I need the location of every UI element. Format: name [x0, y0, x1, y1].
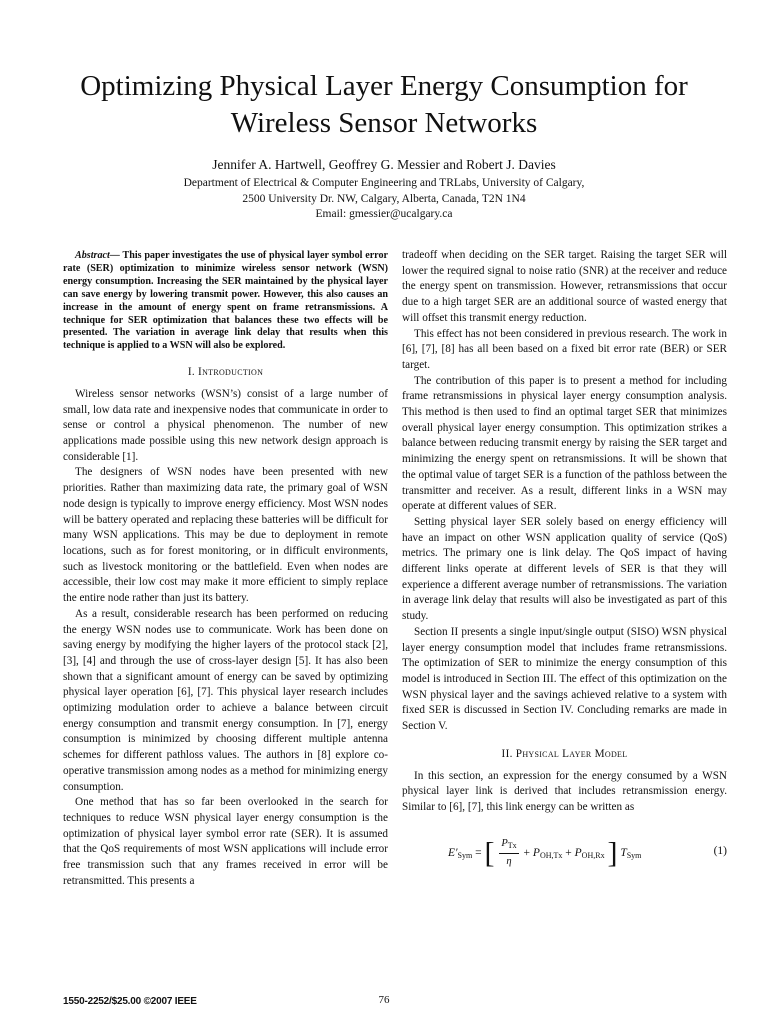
abstract [63, 250, 388, 353]
paragraph: Wireless sensor networks (WSN’s) consist of a large number of small, low data rate and inexpensive nodes that communicate in order to sense or control a physical phenomenon. The number of new applications made possible using this new network design approach is considerable [1]. [63, 387, 388, 463]
eq-left-bracket: [ [484, 835, 495, 869]
equation-body [448, 836, 641, 870]
email-line: Email: gmessier@ucalgary.ca [315, 208, 453, 220]
eq-term2-sub: OH,Tx [539, 850, 563, 860]
eq-frac-num-symbol: P [501, 837, 508, 849]
paragraph: Section II presents a single input/single output (SISO) WSN physical layer energy consumption model that includes frame retransmissions. The optimization of SER to minimize the energy consumption of this model is introduced in Section III. The effect of this optimization on the WSN physical layer and the savings achieved relative to a system with fixed SER is discussed in Section IV. Concluding remarks are made in Section V. [402, 625, 727, 733]
paragraph: The contribution of this paper is to present a method for including frame retransmissions in physical layer energy consumption analysis. This method is then used to find an optimal target SER that minimizes overall physical layer energy consumption. This optimization strikes a balance between reducing transmit energy by raising the SER target and minimizing the energy spent on retransmissions. It will be shown that the optimal value of target SER is a function of the pathloss between the transmitter and receiver. As a result, different links in a WSN may operate at different values of SER. [402, 374, 727, 513]
title-line-1: Optimizing Physical Layer Energy Consumption for [80, 70, 688, 102]
section-heading-introduction: I. Introduction [187, 366, 264, 379]
eq-plus: + [523, 846, 531, 859]
eq-fraction [499, 836, 518, 870]
eq-lhs-sub: Sym [457, 850, 473, 860]
page-number: 76 [378, 994, 390, 1006]
abstract-text: This paper investigates the use of physical layer symbol error rate (SER) optimization to minimize wireless sensor network (WSN) energy consumption. Increasing the SER maintained by the physical layer can save energy by lowering transmit power. However, this also causes an increase in the amount of energy spent on frame retransmissions. A technique for SER optimization that balances these two effects will be presented. The variation in average link delay that results when this technique is applied to a WSN will also be explored. [63, 250, 388, 352]
paragraph: One method that has so far been overlooked in the search for techniques to reduce WSN physical layer energy consumption is the optimization of physical layer symbol error rate (SER). It is assumed that the QoS requirements of most WSN applications will include error free transmission such that any frames received in error will be retransmitted. This presents a [63, 796, 388, 887]
eq-frac-num-sub: Tx [507, 840, 517, 850]
abstract-label: Abstract— [75, 250, 120, 261]
title-line-2: Wireless Sensor Networks [230, 107, 538, 139]
paragraph-continuation: tradeoff when deciding on the SER target. Raising the target SER will lower the required signal to noise ratio (SNR) at the receiver and reduce the energy spent on transmission. However, retransmissions that occur due to a high target SER are an additional source of wasted energy that will offset this transmit energy reduction. [402, 249, 727, 324]
left-column [63, 250, 388, 889]
paragraph: Setting physical layer SER solely based on energy efficiency will have an impact on other WSN application quality of service (QoS) metrics. The primary one is link delay. The QoS impact of having different links operate at different levels of SER is that they will experience a different average number of retransmissions. The variation in average link delay that results will also be investigated as part of this study. [402, 515, 727, 623]
eq-frac-denominator: η [506, 856, 512, 868]
affiliation-line: Department of Electrical & Computer Engineering and TRLabs, University of Calgary, [183, 177, 585, 189]
eq-equals: = [475, 846, 482, 859]
eq-right-bracket: ] [607, 835, 618, 869]
equation-number: (1) [713, 844, 727, 857]
eq-term2: P [532, 846, 540, 859]
eq-term4: T [620, 846, 627, 859]
eq-frac-numerator [499, 836, 518, 855]
equation-1 [402, 826, 727, 874]
eq-lhs: E′ [448, 846, 458, 859]
author-list: Jennifer A. Hartwell, Geoffrey G. Messier and Robert J. Davies [212, 157, 556, 172]
paragraph: As a result, considerable research has been performed on reducing the energy WSN nodes use to communicate. Work has been done on saving energy by modifying the higher layers of the protocol stack [2], [3], [4] and through the use of cross-layer design [5]. It has also been shown that a significant amount of energy can be saved by optimizing physical layer operation [6], [7]. This physical layer research includes optimizing modulation order to achieve a balance between circuit energy consumption and transmit energy consumption. In [7], energy consumption is minimized by choosing different multiple antenna schemes for different pathloss values. The authors in [8] explore co-operative transmission among nodes as a method for minimizing energy consumption. [63, 607, 388, 793]
eq-plus: + [565, 846, 572, 859]
eq-term4-sub: Sym [626, 850, 642, 860]
eq-term3-sub: OH,Rx [581, 850, 605, 860]
paper-title [0, 68, 768, 142]
right-column [402, 248, 727, 874]
eq-term3: P [574, 846, 582, 859]
copyright-notice: 1550-2252/$25.00 ©2007 IEEE [63, 996, 197, 1007]
paragraph: The designers of WSN nodes have been presented with new priorities. Rather than maximizing data rate, the primary goal of WSN node design is typically to improve energy efficiency. Most WSN nodes will be battery operated and replacing these batteries will be difficult for many WSN applications. This may be due to deployment in remote locations, such as for forest monitoring, or in difficult environments, such as livestock monitoring or the battlefield. Even when nodes are accessible, their low cost may make it more efficient to simply replace the entire node rather than just its battery. [63, 466, 388, 605]
paragraph: This effect has not been considered in previous research. The work in [6], [7], [8] has all been based on a fixed bit error rate (BER) or SER target. [402, 327, 727, 371]
section-heading-physical-layer-model: II. Physical Layer Model [501, 747, 628, 760]
address-line: 2500 University Dr. NW, Calgary, Alberta, Canada, T2N 1N4 [242, 192, 526, 205]
affiliation-block [0, 176, 768, 223]
paragraph: In this section, an expression for the energy consumed by a WSN physical layer link is derived that includes retransmission energy. Similar to [6], [7], this link energy can be written as [402, 769, 727, 813]
